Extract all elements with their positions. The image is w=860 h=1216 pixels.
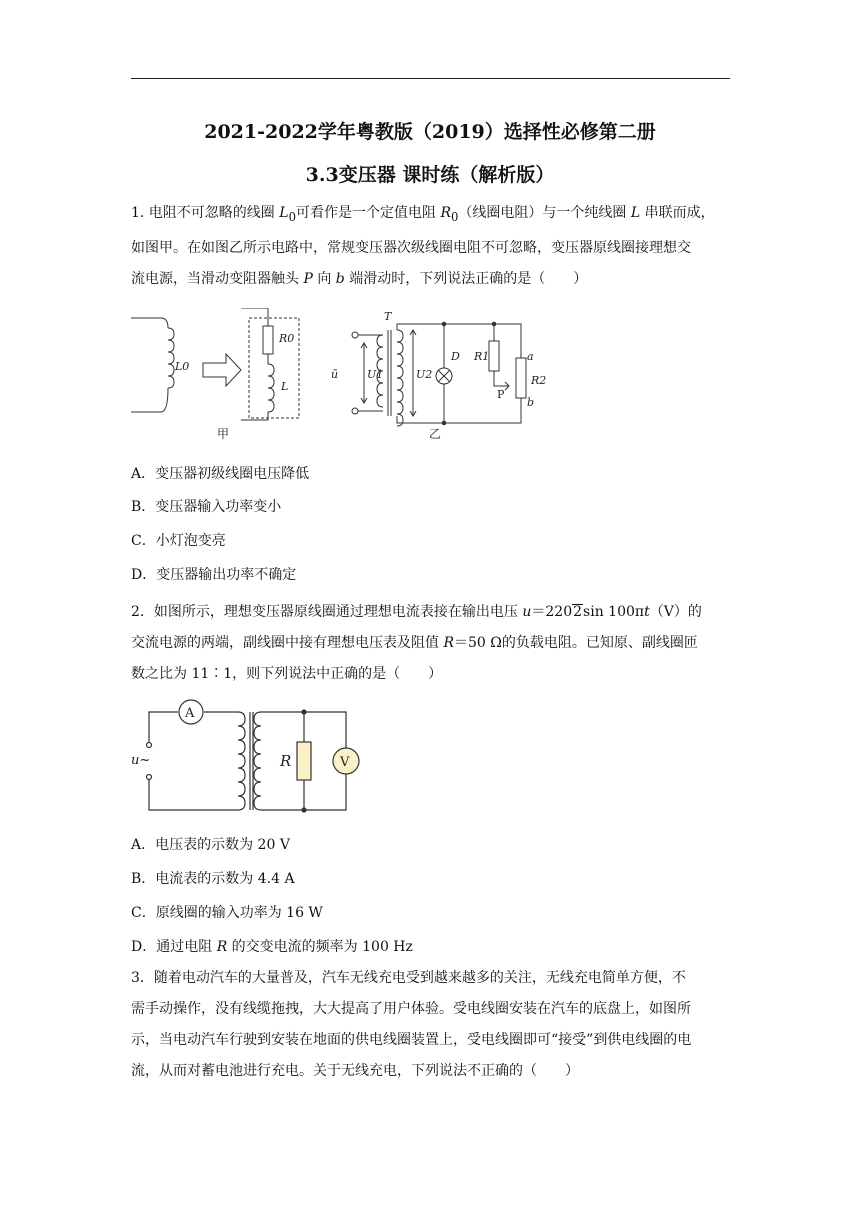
q3-line-4: 流，从而对蓄电池进行充电。关于无线充电，下列说法不正确的（ ） (131, 1063, 579, 1079)
question-2-text (131, 597, 731, 690)
q2-circuit-figure (128, 698, 368, 816)
fig3-V-label: V (340, 755, 350, 770)
q2-option-a[interactable]: A．电压表的示数为 20 V (131, 837, 290, 853)
q1-line-2: 如图甲。在如图乙所示电路中，常规变压器次级线圈电阻不可忽略，变压器原线圈接理想交 (131, 239, 691, 256)
fig2-a-label: a (527, 350, 534, 363)
fig2-b-label: b (527, 396, 535, 409)
q2-line-1: 2．如图所示，理想变压器原线圈通过理想电流表接在输出电压 u＝2202sin 100πt（V）的 (131, 604, 702, 620)
fig2-U1-label: U1 (367, 368, 384, 381)
q3-line-1: 3．随着电动汽车的大量普及，汽车无线充电受到越来越多的关注，无线充电简单方便，不 (131, 970, 686, 986)
q1-option-c[interactable]: C．小灯泡变亮 (131, 533, 226, 549)
q3-line-2: 需手动操作，没有线缆拖拽，大大提高了用户体验。受电线圈安装在汽车的底盘上，如图所 (131, 1001, 691, 1017)
fig3-A-label: A (185, 706, 195, 721)
fig2-yi-label: 乙 (429, 427, 442, 441)
fig2-T-label: T (384, 310, 392, 323)
page-title: 2021-2022学年粤教版（2019）选择性必修第二册 (204, 121, 656, 143)
q2-line-2: 交流电源的两端，副线圈中接有理想电压表及阻值 R＝50 Ω的负载电阻。已知原、副线圈匝 (131, 635, 698, 651)
fig2-P-label: P (497, 388, 505, 401)
fig3-R-label: R (280, 752, 292, 770)
fig1-R0-label: R0 (279, 332, 295, 345)
q1-option-b[interactable]: B．变压器输入功率变小 (131, 499, 282, 515)
q1-circuit-figure (131, 308, 551, 443)
q2-option-b[interactable]: B．电流表的示数为 4.4 A (131, 871, 295, 887)
fig3-u-label: u~ (131, 753, 151, 768)
q1-option-d[interactable]: D．变压器输出功率不确定 (131, 567, 297, 583)
fig2-u-label: ũ (331, 368, 339, 381)
fig2-R2-label: R2 (531, 374, 547, 387)
q1-option-a[interactable]: A．变压器初级线圈电压降低 (131, 466, 310, 482)
fig1-jia-label: 甲 (217, 427, 230, 441)
fig1-L0-label: L0 (175, 360, 190, 373)
q3-line-3: 示，当电动汽车行驶到安装在地面的供电线圈装置上，受电线圈即可“接受”到供电线圈的电 (131, 1032, 692, 1048)
header-rule (131, 78, 730, 79)
q2-option-c[interactable]: C．原线圈的输入功率为 16 W (131, 905, 323, 921)
fig2-U2-label: U2 (416, 368, 433, 381)
q2-option-d[interactable]: D．通过电阻 R 的交变电流的频率为 100 Hz (131, 939, 413, 955)
q1-line-1: 1. 电阻不可忽略的线圈 $L_0$可看作是一个定值电阻 $R_0$（线圈电阻）与一个纯线圈 L 串联而成， (131, 205, 715, 224)
question-3-text (131, 963, 731, 1087)
fig1-L-label: L (281, 380, 289, 393)
q1-line-3: 流电源，当滑动变阻器触头 P 向 b 端滑动时，下列说法正确的是（ ） (131, 270, 588, 287)
question-1-text (131, 198, 731, 295)
q2-line-3: 数之比为 11∶1，则下列说法中正确的是（ ） (131, 666, 443, 682)
fig2-R1-label: R1 (474, 350, 490, 363)
fig2-D-label: D (451, 350, 460, 363)
page-subtitle: 3.3变压器 课时练（解析版） (305, 164, 555, 186)
